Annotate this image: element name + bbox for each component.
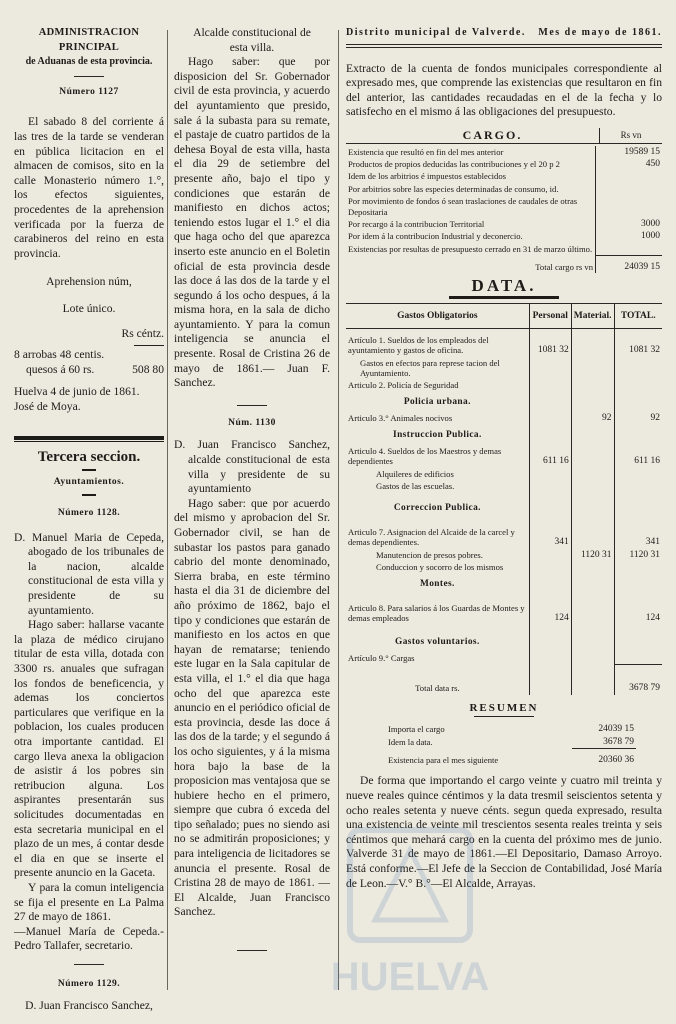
cargo-row bbox=[346, 146, 662, 158]
cargo-row-label: Productos de propios deducidas las contribuciones y el 20 p 2 bbox=[348, 158, 560, 169]
notice-1129-start: D. Juan Francisco Sanchez, bbox=[25, 999, 153, 1013]
art1-personal: 1081 32 bbox=[529, 328, 571, 356]
quesos-value: 508 80 bbox=[132, 362, 164, 376]
head-total: TOTAL. bbox=[614, 303, 662, 328]
art7-total: 341 bbox=[614, 515, 662, 549]
ayuntamientos-heading: Ayuntamientos. bbox=[53, 477, 125, 488]
arrobas-line: 8 arrobas 48 centis. bbox=[14, 348, 105, 362]
dash bbox=[82, 494, 96, 496]
aprehension-label: Aprehension núm, bbox=[46, 275, 132, 289]
closing-paragraph: De forma que importando el cargo veinte y cuatro mil treinta y nueve reales quince céntimos y la data tresmil seiscientos setenta y ocho reales setenta y nueve cénts. segun queda expresado, resulta una existencia de veinte mil trescientos sesenta reales treinta y seis céntimos que mehará cargo en la cuenta del próximo mes de junio. Valverde 31 de mayo de 1861.—El Depositario, Damaso Arroyo. Está conforme.—El Jefe de la Seccion de Contabilidad, José María de Leon.—V.° B.°—El Alcalde, Arrayas. bbox=[346, 774, 662, 890]
resumen-table bbox=[386, 723, 636, 766]
cargo-row-value: 1000 bbox=[596, 230, 663, 242]
divider bbox=[134, 345, 164, 346]
data-total-label: Total data rs. bbox=[415, 683, 460, 694]
cargo-row-label: Existencias por resultas de presupuesto cerrado en 31 de marzo último. bbox=[348, 243, 593, 254]
cargo-table bbox=[346, 146, 662, 274]
extracto-intro: Extracto de la cuenta de fondos municipales correspondiente al expresado mes, que comprende las existencias que resultaron en fin del anterior, las cantidades recaudadas en el de la fecha y lo satisfecho en el mismo á las obligaciones del presupuesto. bbox=[346, 61, 662, 119]
resumen-row-label: Idem la data. bbox=[388, 737, 433, 748]
signature-jose-de-moya: José de Moya. bbox=[14, 399, 81, 413]
art7b-label: Manutencion de presos pobres. bbox=[376, 549, 483, 560]
cargo-row-label: Por idem á la contribucion Industrial y deconercio. bbox=[348, 231, 523, 242]
admin-header-title: ADMINISTRACION PRINCIPAL bbox=[38, 27, 140, 53]
divider bbox=[74, 76, 104, 77]
art4c-label: Gastos de las escuelas. bbox=[376, 481, 455, 492]
notice-1129-title-cont: Alcalde constitucional de esta villa. bbox=[193, 26, 311, 54]
section-rule-thin bbox=[14, 441, 164, 442]
art9-label: Artículo 9.° Cargas bbox=[348, 653, 415, 664]
admin-header-subtitle: de Aduanas de esta provincia. bbox=[25, 56, 153, 68]
resumen-row bbox=[386, 723, 636, 735]
cargo-row-label: Por movimiento de fondos ó sean traslaciones de caudales de otras Depositaria bbox=[348, 196, 578, 217]
cargo-total-value: 24039 15 bbox=[596, 255, 663, 273]
resumen-row-label: Importa el cargo bbox=[388, 724, 445, 735]
cargo-row-label: Idem de los arbitrios é impuestos establecidos bbox=[348, 171, 506, 182]
cargo-row-label: Por arbitrios sobre las especies determinadas de consumo, id. bbox=[348, 183, 559, 194]
notice-1128-signature: —Manuel María de Cepeda.-Pedro Tallafer, secretario. bbox=[14, 924, 164, 953]
cargo-row bbox=[346, 243, 662, 255]
art1-label: Artículo 1. Sueldos de los empleados del ayuntamiento y gastos de oficina. bbox=[348, 334, 489, 356]
cargo-row bbox=[346, 218, 662, 230]
art7-label: Articulo 7. Asignacion del Alcaide de la carcel y demas dependientes. bbox=[348, 527, 515, 548]
cargo-row-value: 3000 bbox=[596, 218, 663, 230]
cargo-row bbox=[346, 183, 662, 195]
art3-total: 92 bbox=[614, 409, 662, 424]
art7b-material: 1120 31 bbox=[571, 549, 614, 561]
notice-1127-body: El sabado 8 del corriente á las tres de la tarde se venderan en pública licitacion en el almacen de comisos, sito en la calle Monasterio número 1.°, los efectos siguientes, procedentes de la aprehension verificada por la fuerza de carabineros del reino en esta provincia. bbox=[14, 115, 164, 260]
art4-label: Articulo 4. Sueldos de los Maestros y demas dependientes bbox=[348, 445, 502, 467]
art4b-label: Alquileres de edificios bbox=[376, 468, 454, 479]
cargo-row-value: 19589 15 bbox=[596, 146, 663, 158]
art2-label: Articulo 2. Policía de Seguridad bbox=[348, 380, 459, 391]
data-title: DATA. bbox=[471, 276, 537, 296]
notice-1128-closing: Y para la comun inteligencia se fija el presente en La Palma 27 de mayo de 1861. bbox=[14, 880, 164, 924]
cargo-row bbox=[346, 195, 662, 218]
cargo-row-value bbox=[596, 243, 663, 255]
notice-1129-body: Hago saber: que por disposicion del Sr. Gobernador civil de esta provincia, y acuerdo del ayuntamiento que presido, sale á la subasta para su remate, el pastaje de cuatro partidos de la dehesa Boyal de esta villa, hasta el dia 29 de setiembre del presente año, bajo el tipo y condiciones que estarán de manifiesto en dichos actos; teniendo estos lugar el 1.° el dia que haga ocho del que aparezca inserto este anuncio en el Boletin oficial de esta provincia desde las doce á las dos de la tarde y el segundo á los ocho despues, á la misma hora, en la sala de dicho ayuntamiento. Y para la comun inteligencia se anuncia el presente. Rosal de Cristina 26 de mayo de 1861.— Juan F. Sanchez. bbox=[174, 55, 330, 390]
art4-total: 611 16 bbox=[614, 442, 662, 468]
section-title-tercera: Tercera seccion. bbox=[37, 449, 141, 466]
cargo-row bbox=[346, 230, 662, 242]
rs-cents-label: Rs céntz. bbox=[121, 326, 164, 340]
correccion-heading: Correccion Publica. bbox=[393, 502, 481, 513]
cargo-row-value bbox=[596, 170, 663, 182]
art8-personal: 124 bbox=[529, 591, 571, 625]
section-rule bbox=[14, 436, 164, 440]
month-heading: Mes de mayo de 1861. bbox=[538, 27, 662, 38]
watermark-text: HUELVA bbox=[330, 955, 490, 999]
resumen-row-value: 20360 36 bbox=[572, 748, 636, 766]
quesos-line: quesos á 60 rs. bbox=[26, 362, 95, 376]
column-divider-1 bbox=[167, 30, 168, 990]
cargo-row-value bbox=[596, 195, 663, 218]
cargo-row-value bbox=[596, 183, 663, 195]
resumen-row-label: Existencia para el mes siguiente bbox=[388, 754, 499, 765]
column-1 bbox=[14, 26, 164, 1014]
divider bbox=[237, 950, 267, 951]
art1b-label: Gastos en efectos para represe tacion del Ayuntamiento. bbox=[360, 357, 500, 378]
divider bbox=[74, 964, 104, 965]
art7c-label: Conduccion y socorro de los mismos bbox=[376, 562, 504, 573]
cargo-total-label: Total cargo rs vn bbox=[535, 261, 593, 272]
notice-number-1127: Número 1127 bbox=[59, 86, 119, 97]
art7b-total: 1120 31 bbox=[614, 549, 662, 561]
data-table bbox=[346, 303, 662, 695]
notice-1130-body: Hago saber: que por acuerdo del mismo y aprobacion del Sr. Gobernador civil, se han de subastar los pastos para ganado cabrio del monte denominado, Sierra braba, en este término hasta el dia 31 de diciembre del año próximo de 1862, bajo el tipo y condiciones que estarán de manifiesto en los actos en que hayan de rematarse; teniendo este lugar en la Sala capitular de esta villa, el 1.° el dia que haga ocho del que aparezca este anuncio en el periódico oficial de esta provincia, desde las doce á las dos de la tarde; y el segundo á los ocho siguientes, y á la misma hora bajo la base de la proposicion mas ventajosa que se hubiere hecho en el primero, siempre que cubra ó exceda del tipo señalado; pues no siendo asi no se admitirán proposiciones; y para inteligencia de licitadores se anuncia el presente. Rosal de Cristina 28 de mayo de 1861. —El Alcalde, Juan Francisco Sanchez. bbox=[174, 496, 330, 919]
notice-number-1129: Número 1129. bbox=[57, 978, 121, 989]
art3-label: Articulo 3.° Animales nocivos bbox=[348, 413, 453, 424]
column-3 bbox=[346, 26, 662, 891]
notice-number-1128: Número 1128. bbox=[57, 508, 121, 519]
cargo-row bbox=[346, 158, 662, 170]
art3-material: 92 bbox=[571, 409, 614, 424]
art4-personal: 611 16 bbox=[529, 442, 571, 468]
huelva-date: Huelva 4 de junio de 1861. bbox=[14, 385, 140, 399]
notice-1128-body: Hago saber: hallarse vacante la plaza de médico cirujano titular de esta villa, dotada con 3300 rs. anuales que sufragan los fondos de beneficencia, y ademas los conciertos particulares que verifique en la poblacion, los cuales producen otra importante cantidad. El cargo lleva anexa la obligacion de asistir á los pobres sin retribucion alguna. Los aspirantes presentarán sus solicitudes documentadas en esta secretaria municipal en el plazo de un mes, á contar desde el dia en que se inserte el presente anuncio en la Gaceta. bbox=[14, 618, 164, 880]
head-personal: Personal bbox=[529, 303, 571, 328]
notice-number-1130: Núm. 1130 bbox=[228, 417, 276, 428]
column-divider-2 bbox=[338, 30, 339, 990]
policia-heading: Policia urbana. bbox=[403, 396, 471, 407]
cargo-row-label: Existencia que resultó en fin del mes anterior bbox=[348, 146, 504, 157]
resumen-row bbox=[386, 736, 636, 749]
resumen-row-value: 24039 15 bbox=[598, 724, 634, 735]
resumen-row bbox=[386, 748, 636, 766]
art8-label: Articulo 8. Para salarios á los Guardas de Montes y demas empleados bbox=[348, 603, 525, 624]
cargo-title: CARGO. bbox=[462, 127, 523, 142]
cargo-unit: Rs vn bbox=[599, 128, 662, 143]
montes-heading: Montes. bbox=[419, 578, 455, 589]
head-gastos: Gastos Obligatorios bbox=[346, 303, 529, 328]
head-material: Material. bbox=[571, 303, 614, 328]
notice-1128-intro: D. Manuel Maria de Cepeda, abogado de los tribunales de la nacion, alcalde constitucional de esta villa y presidente de su ayuntamiento. bbox=[14, 530, 164, 617]
art1-total: 1081 32 bbox=[614, 328, 662, 356]
notice-1130-intro: D. Juan Francisco Sanchez, alcalde constitucional de esta villa y presidente de su ayuntamiento bbox=[174, 438, 330, 496]
art8-total: 124 bbox=[614, 591, 662, 625]
cargo-row-label: Por recargo á la contribucion Territorial bbox=[348, 219, 485, 229]
dash bbox=[82, 469, 96, 471]
art7-personal: 341 bbox=[529, 515, 571, 549]
cargo-row-value: 450 bbox=[596, 158, 663, 170]
divider bbox=[237, 405, 267, 406]
resumen-row-value: 3678 79 bbox=[603, 736, 634, 747]
district-heading: Distrito municipal de Valverde. bbox=[346, 27, 526, 38]
cargo-row bbox=[346, 170, 662, 182]
gastos-voluntarios-heading: Gastos voluntarios. bbox=[395, 636, 480, 647]
column-2 bbox=[174, 26, 330, 957]
data-total-value: 3678 79 bbox=[614, 665, 662, 695]
lote-label: Lote único. bbox=[62, 301, 116, 315]
resumen-title: RESUMEN bbox=[469, 701, 539, 714]
instruccion-heading: Instruccion Publica. bbox=[393, 429, 482, 440]
